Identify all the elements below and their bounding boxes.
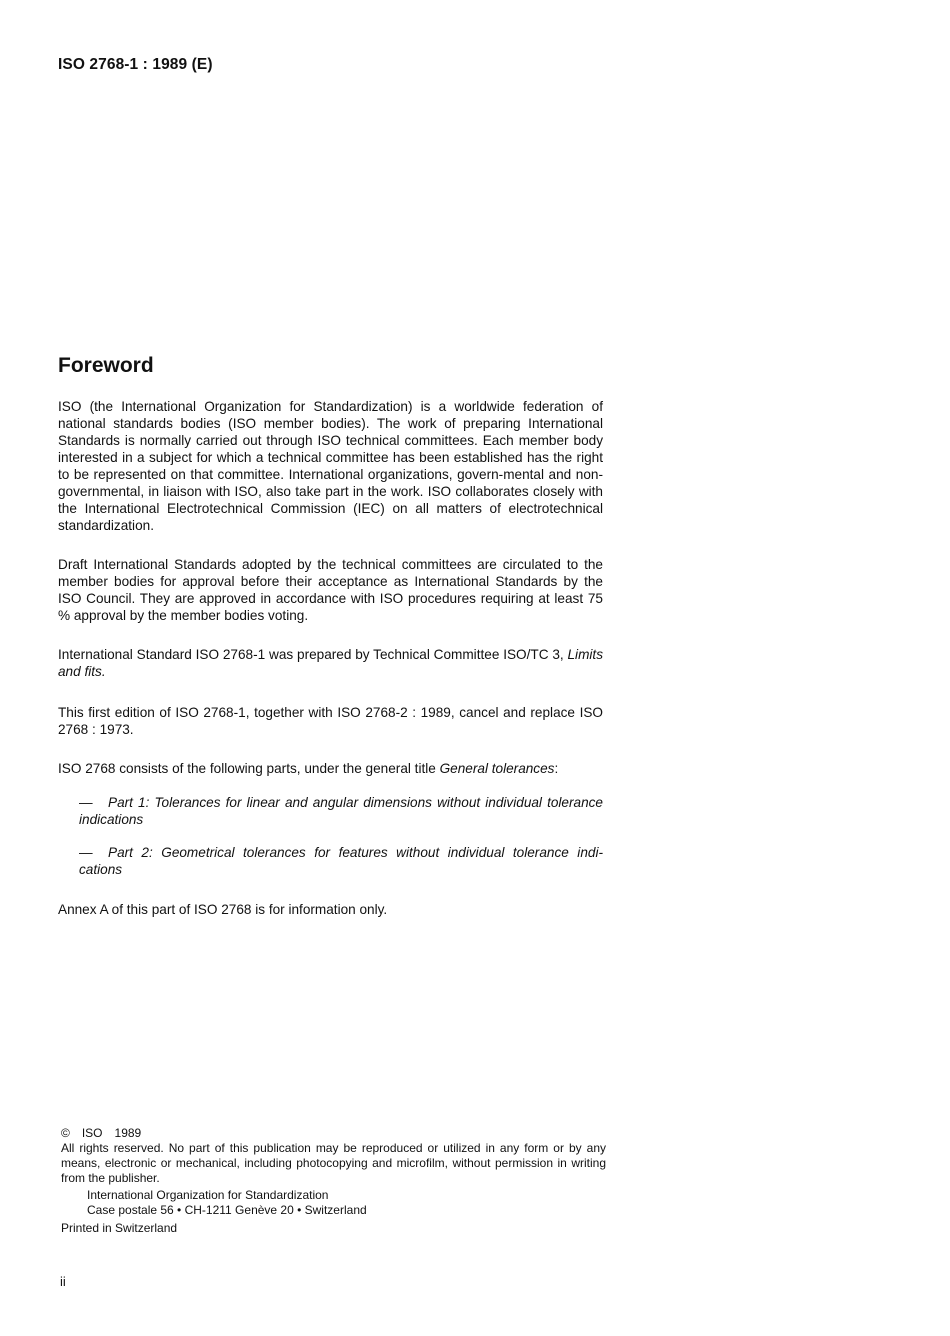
copyright-year: 1989 xyxy=(114,1126,142,1140)
publisher-address xyxy=(61,1188,606,1218)
paragraph-3-text: International Standard ISO 2768-1 was prepared by Technical Committee ISO/TC 3, xyxy=(58,647,564,662)
paragraph-5-text: ISO 2768 consists of the following parts, under the general title xyxy=(58,761,436,776)
list-dash: — xyxy=(79,845,93,860)
foreword-title: Foreword xyxy=(58,354,154,377)
foreword-paragraph-5 xyxy=(58,760,603,777)
publisher-name: International Organization for Standardization xyxy=(87,1188,329,1202)
foreword-paragraph-1: ISO (the International Organization for Standardization) is a worldwide federation of national standards bodies (ISO member bodies). The work of preparing International Standards is normally carried out through ISO technical committees. Each member body interested in a subject for which a technical committee has been established has the right to be represented on that committee. International organizations, govern-mental and non-governmental, in liaison with ISO, also take part in the work. ISO collaborates closely with the International Electrotechnical Commission (IEC) on all matters of electrotechnical standardization. xyxy=(58,399,603,533)
printed-in: Printed in Switzerland xyxy=(61,1221,178,1235)
technical-committee-name: Limits and fits. xyxy=(58,647,603,679)
general-title: General tolerances xyxy=(439,761,555,776)
document-id: ISO 2768-1 : 1989 (E) xyxy=(58,56,213,73)
rights-statement: All rights reserved. No part of this publication may be reproduced or utilized in any form or by any means, electronic or mechanical, including photocopying and microfilm, without permission in writing from the publisher. xyxy=(61,1141,606,1185)
foreword-paragraph-2: Draft International Standards adopted by the technical committees are circulated to the member bodies for approval before their acceptance as International Standards by the ISO Council. They are approved in accordance with ISO procedures requiring at least 75 % approval by the member bodies voting. xyxy=(58,557,603,623)
copyright-org: ISO xyxy=(81,1126,103,1140)
copyright-line xyxy=(61,1126,606,1141)
part-1-title: Part 1: Tolerances for linear and angular dimensions without individual tolerance indications xyxy=(79,795,603,827)
copyright-block xyxy=(61,1126,606,1236)
list-dash: — xyxy=(79,795,93,810)
paragraph-5-colon: : xyxy=(554,761,559,776)
foreword-paragraph-4: This first edition of ISO 2768-1, together with ISO 2768-2 : 1989, cancel and replace ISO 2768 : 1973. xyxy=(58,705,603,737)
list-item xyxy=(79,794,603,828)
list-item xyxy=(79,844,603,878)
foreword-paragraph-3 xyxy=(58,646,603,680)
part-2-title: Part 2: Geometrical tolerances for features without individual tolerance indi-cations xyxy=(79,845,603,877)
annex-note: Annex A of this part of ISO 2768 is for information only. xyxy=(58,902,388,917)
copyright-symbol: © xyxy=(61,1126,70,1140)
page-number: ii xyxy=(60,1274,66,1289)
postal-address: Case postale 56 • CH-1211 Genève 20 • Switzerland xyxy=(87,1203,367,1217)
